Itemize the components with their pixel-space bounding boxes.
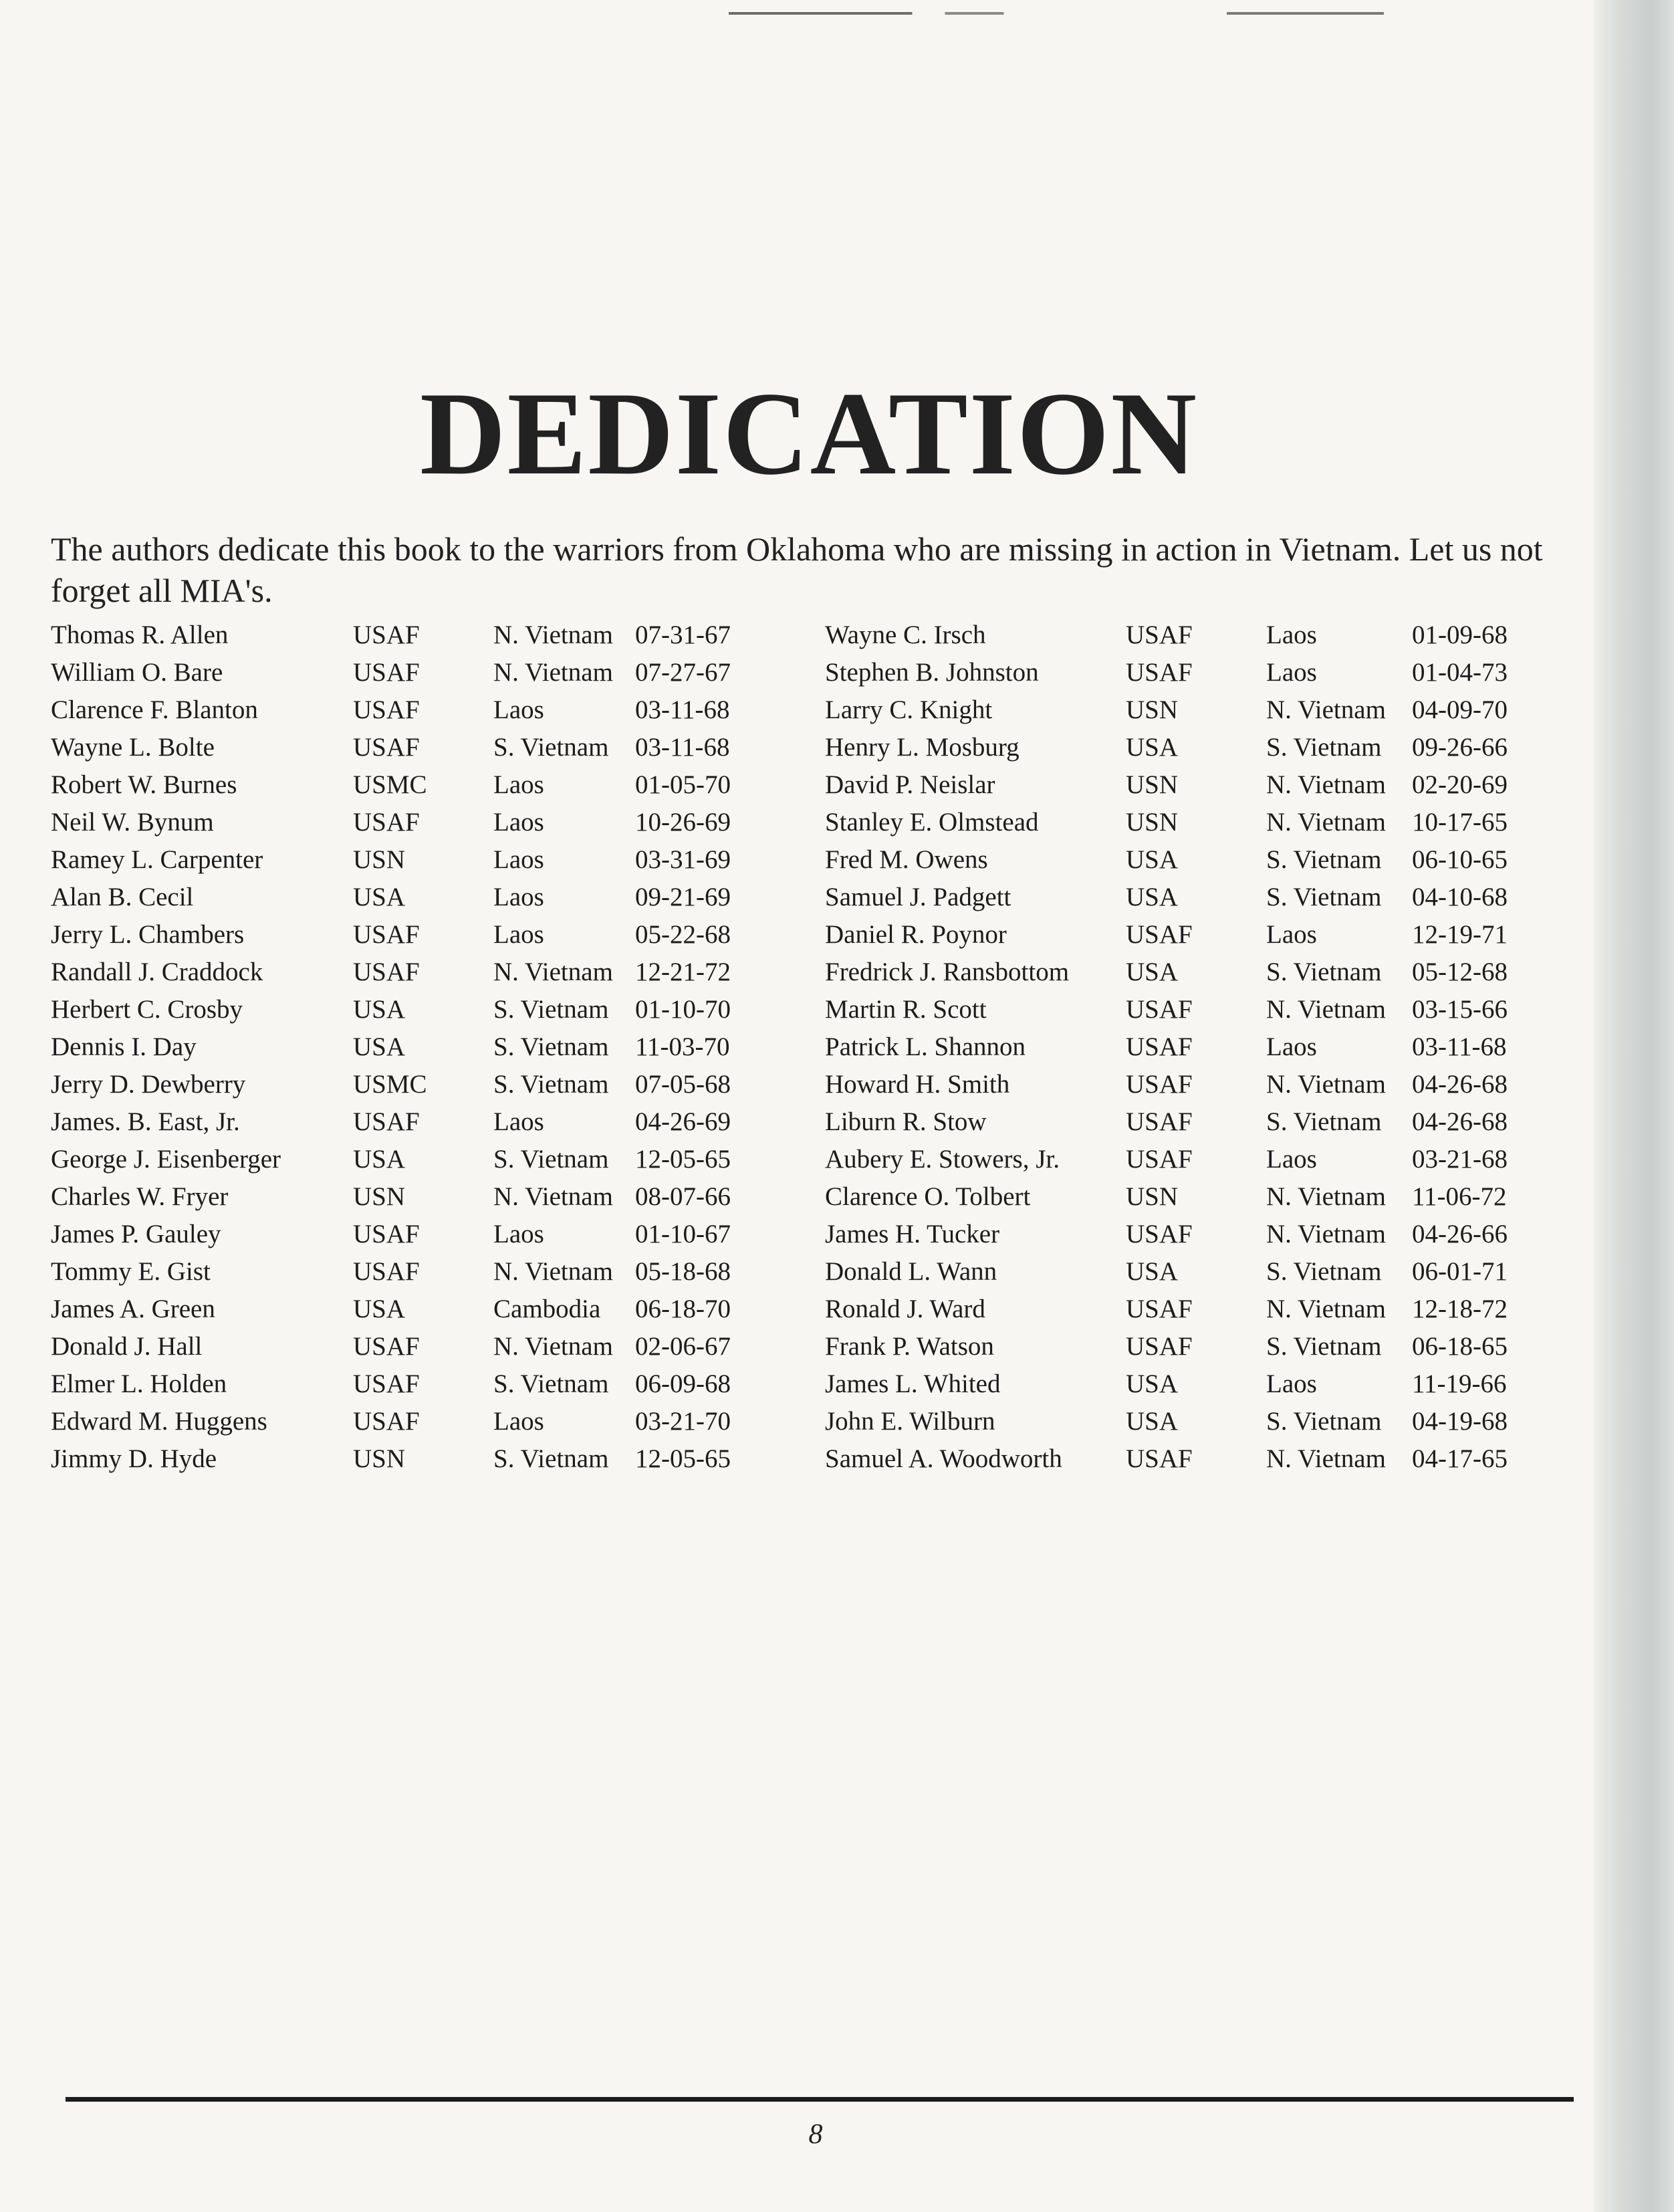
mia-name: Samuel J. Padgett [825,883,1011,911]
mia-date: 03-11-68 [635,695,730,724]
mia-location: S. Vietnam [1266,845,1382,874]
mia-name: John E. Wilburn [825,1407,995,1436]
mia-name: Jerry L. Chambers [51,920,245,949]
mia-branch: USN [1126,770,1179,799]
mia-location: N. Vietnam [493,1182,613,1211]
mia-name: Aubery E. Stowers, Jr. [825,1145,1060,1174]
mia-branch: USAF [353,958,420,986]
mia-location: Laos [493,808,544,837]
mia-branch: USN [353,1182,406,1211]
mia-name: George J. Eisenberger [51,1145,281,1174]
mia-branch: USN [1126,808,1179,837]
mia-branch: USN [353,845,406,874]
mia-date: 12-18-72 [1412,1295,1508,1323]
mia-date: 02-06-67 [635,1332,731,1361]
mia-name: Howard H. Smith [825,1070,1010,1099]
mia-date: 11-06-72 [1412,1182,1507,1211]
mia-location: S. Vietnam [1266,1407,1382,1436]
mia-name: James P. Gauley [51,1220,221,1248]
mia-location: N. Vietnam [1266,995,1386,1024]
mia-name: Ronald J. Ward [825,1295,985,1323]
mia-name: Liburn R. Stow [825,1107,987,1136]
mia-date: 01-10-67 [635,1220,731,1248]
mia-date: 06-01-71 [1412,1257,1508,1286]
mia-name: Dennis I. Day [51,1032,197,1061]
mia-name: Thomas R. Allen [51,621,229,649]
mia-branch: USA [353,1145,406,1174]
mia-branch: USA [1126,1257,1179,1286]
mia-location: N. Vietnam [1266,1182,1386,1211]
mia-branch: USAF [353,658,420,687]
mia-branch: USN [353,1444,406,1473]
mia-date: 03-21-68 [1412,1145,1508,1174]
mia-name: Jerry D. Dewberry [51,1070,246,1099]
mia-name: Edward M. Huggens [51,1407,267,1436]
mia-location: N. Vietnam [493,658,613,687]
mia-date: 04-10-68 [1412,883,1508,911]
mia-branch: USAF [1126,1070,1193,1099]
mia-date: 02-20-69 [1412,770,1508,799]
mia-name: Charles W. Fryer [51,1182,229,1211]
mia-branch: USAF [1126,995,1193,1024]
mia-name: Henry L. Mosburg [825,733,1020,762]
mia-date: 01-09-68 [1412,621,1508,649]
mia-branch: USAF [1126,1332,1193,1361]
mia-date: 06-18-70 [635,1295,731,1323]
mia-location: S. Vietnam [493,1369,609,1398]
mia-location: Laos [1266,1369,1317,1398]
mia-name: Ramey L. Carpenter [51,845,263,874]
mia-location: S. Vietnam [1266,733,1382,762]
mia-branch: USN [1126,695,1179,724]
mia-location: N. Vietnam [493,958,613,986]
mia-date: 04-26-68 [1412,1070,1508,1099]
mia-branch: USAF [353,733,420,762]
mia-name: Daniel R. Poynor [825,920,1007,949]
mia-date: 04-26-69 [635,1107,731,1136]
mia-date: 09-21-69 [635,883,731,911]
mia-name: William O. Bare [51,658,223,687]
mia-branch: USAF [353,808,420,837]
mia-branch: USA [1126,958,1179,986]
mia-branch: USAF [1126,1032,1193,1061]
mia-name: Martin R. Scott [825,995,987,1024]
mia-date: 11-19-66 [1412,1369,1507,1398]
top-edge-rule [729,12,1384,15]
mia-date: 10-26-69 [635,808,731,837]
mia-name: Fredrick J. Ransbottom [825,958,1070,986]
mia-name: David P. Neislar [825,770,995,799]
mia-branch: USA [353,995,406,1024]
mia-location: Laos [493,883,544,911]
mia-location: N. Vietnam [1266,1070,1386,1099]
mia-date: 12-21-72 [635,958,731,986]
mia-location: N. Vietnam [1266,695,1386,724]
mia-date: 05-12-68 [1412,958,1508,986]
mia-location: Laos [1266,1032,1317,1061]
mia-location: Cambodia [493,1295,601,1323]
mia-branch: USAF [353,1332,420,1361]
mia-branch: USA [1126,883,1179,911]
mia-location: N. Vietnam [493,1332,613,1361]
page-number: 8 [808,2119,823,2150]
mia-branch: USAF [1126,658,1193,687]
mia-date: 09-26-66 [1412,733,1508,762]
mia-date: 04-09-70 [1412,695,1508,724]
mia-name: Fred M. Owens [825,845,988,874]
mia-date: 11-03-70 [635,1032,730,1061]
mia-branch: USAF [1126,1220,1193,1248]
mia-date: 12-19-71 [1412,920,1508,949]
mia-location: S. Vietnam [493,1070,609,1099]
mia-date: 12-05-65 [635,1444,731,1473]
mia-branch: USA [1126,845,1179,874]
mia-name: Samuel A. Woodworth [825,1444,1062,1473]
mia-location: N. Vietnam [1266,1295,1386,1323]
mia-branch: USAF [1126,1107,1193,1136]
mia-branch: USA [353,1295,406,1323]
mia-name: Donald L. Wann [825,1257,997,1286]
mia-branch: USAF [353,1220,420,1248]
footer-rule [66,2097,1574,2102]
mia-location: N. Vietnam [1266,1444,1386,1473]
mia-date: 06-18-65 [1412,1332,1508,1361]
mia-location: S. Vietnam [1266,1332,1382,1361]
mia-location: N. Vietnam [1266,770,1386,799]
mia-location: S. Vietnam [1266,1257,1382,1286]
mia-date: 05-18-68 [635,1257,731,1286]
mia-name: Tommy E. Gist [51,1257,211,1286]
mia-name: Frank P. Watson [825,1332,994,1361]
mia-branch: USA [1126,733,1179,762]
mia-name: James H. Tucker [825,1220,1000,1248]
mia-location: Laos [493,1220,544,1248]
mia-branch: USA [1126,1407,1179,1436]
mia-date: 04-26-66 [1412,1220,1508,1248]
mia-date: 12-05-65 [635,1145,731,1174]
mia-location: S. Vietnam [493,995,609,1024]
mia-location: Laos [493,845,544,874]
mia-name: Wayne C. Irsch [825,621,986,649]
mia-branch: USAF [353,920,420,949]
mia-name: Clarence F. Blanton [51,695,258,724]
mia-branch: USMC [353,770,427,799]
mia-name: Larry C. Knight [825,695,993,724]
mia-branch: USAF [1126,920,1193,949]
page-edge-shadow [1594,0,1674,2212]
page-title: DEDICATION [420,367,1198,500]
mia-branch: USN [1126,1182,1179,1211]
mia-branch: USAF [353,1407,420,1436]
mia-location: S. Vietnam [493,1444,609,1473]
mia-branch: USAF [1126,1145,1193,1174]
mia-name: Robert W. Burnes [51,770,237,799]
mia-location: Laos [493,770,544,799]
mia-branch: USA [353,883,406,911]
mia-branch: USAF [353,1369,420,1398]
mia-branch: USAF [353,621,420,649]
mia-branch: USAF [1126,621,1193,649]
mia-location: S. Vietnam [493,1145,609,1174]
mia-branch: USAF [353,695,420,724]
mia-branch: USMC [353,1070,427,1099]
mia-name: Jimmy D. Hyde [51,1444,217,1473]
mia-date: 06-09-68 [635,1369,731,1398]
mia-name: Wayne L. Bolte [51,733,215,762]
mia-location: Laos [493,695,544,724]
mia-location: N. Vietnam [1266,808,1386,837]
mia-date: 03-11-68 [1412,1032,1507,1061]
mia-branch: USAF [1126,1444,1193,1473]
mia-date: 08-07-66 [635,1182,731,1211]
mia-name: Clarence O. Tolbert [825,1182,1031,1211]
mia-location: Laos [1266,621,1317,649]
mia-branch: USAF [353,1107,420,1136]
mia-date: 04-26-68 [1412,1107,1508,1136]
mia-date: 03-31-69 [635,845,731,874]
mia-name: Randall J. Craddock [51,958,263,986]
mia-name: Neil W. Bynum [51,808,214,837]
mia-location: S. Vietnam [493,1032,609,1061]
mia-branch: USAF [353,1257,420,1286]
mia-branch: USA [353,1032,406,1061]
mia-location: S. Vietnam [1266,1107,1382,1136]
mia-name: Elmer L. Holden [51,1369,227,1398]
mia-date: 01-10-70 [635,995,731,1024]
mia-location: Laos [1266,920,1317,949]
mia-date: 03-15-66 [1412,995,1508,1024]
mia-date: 06-10-65 [1412,845,1508,874]
mia-date: 07-31-67 [635,621,731,649]
mia-location: S. Vietnam [1266,958,1382,986]
mia-location: N. Vietnam [493,621,613,649]
mia-location: Laos [493,1107,544,1136]
mia-location: N. Vietnam [1266,1220,1386,1248]
mia-date: 03-11-68 [635,733,730,762]
mia-name: Herbert C. Crosby [51,995,243,1024]
mia-location: S. Vietnam [1266,883,1382,911]
mia-location: N. Vietnam [493,1257,613,1286]
mia-name: James. B. East, Jr. [51,1107,240,1136]
mia-date: 10-17-65 [1412,808,1508,837]
mia-branch: USAF [1126,1295,1193,1323]
mia-name: Stephen B. Johnston [825,658,1039,687]
mia-name: Stanley E. Olmstead [825,808,1039,837]
mia-location: S. Vietnam [493,733,609,762]
mia-location: Laos [493,920,544,949]
mia-name: Patrick L. Shannon [825,1032,1026,1061]
mia-date: 07-27-67 [635,658,731,687]
mia-date: 03-21-70 [635,1407,731,1436]
mia-date: 07-05-68 [635,1070,731,1099]
mia-date: 01-05-70 [635,770,731,799]
mia-location: Laos [1266,1145,1317,1174]
mia-branch: USA [1126,1369,1179,1398]
mia-date: 04-17-65 [1412,1444,1508,1473]
mia-name: Alan B. Cecil [51,883,194,911]
dedication-text: The authors dedicate this book to the warriors from Oklahoma who are missing in action in Vietnam. Let us not forget all MIA's. [51,530,1543,609]
mia-date: 04-19-68 [1412,1407,1508,1436]
mia-location: Laos [493,1407,544,1436]
mia-date: 01-04-73 [1412,658,1508,687]
mia-date: 05-22-68 [635,920,731,949]
mia-location: Laos [1266,658,1317,687]
mia-name: Donald J. Hall [51,1332,203,1361]
mia-name: James A. Green [51,1295,215,1323]
mia-name: James L. Whited [825,1369,1001,1398]
